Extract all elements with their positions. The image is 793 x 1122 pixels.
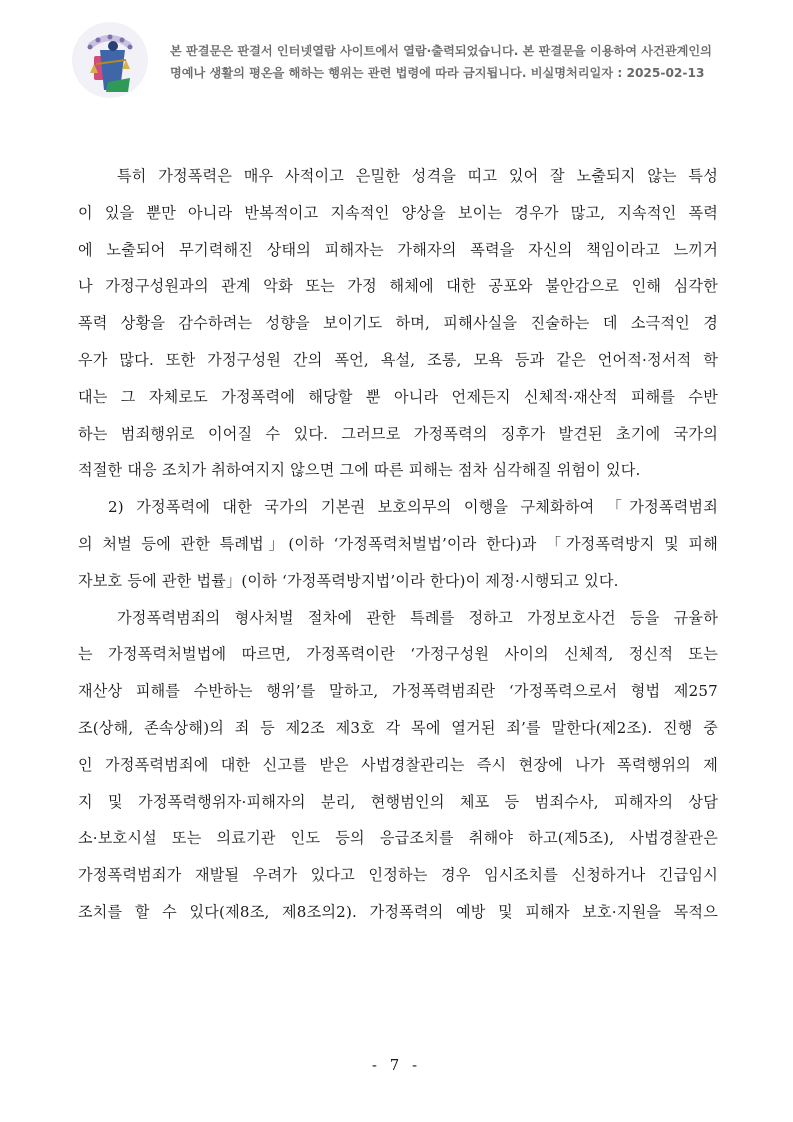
paragraph <box>78 600 718 931</box>
notice-line: 본 판결문은 판결서 인터넷열람 사이트에서 열람·출력되었습니다. 본 판결문을 이용하여 사건관계인의 <box>170 44 712 58</box>
notice-line: 명예나 생활의 평온을 해하는 행위는 관련 법령에 따라 금지됩니다. 비실명처리일자 : 2025-02-13 <box>170 66 705 80</box>
paragraph <box>78 158 718 489</box>
page-number: - 7 - <box>371 1056 422 1074</box>
text-line: 하는 범죄행위로 이어질 수 있다. 그러므로 가정폭력의 징후가 발견된 초기에 국가의 <box>78 424 718 443</box>
text-line: 조(상해, 존속상해)의 죄 등 제2조 제3호 각 목에 열거된 죄’를 말한다(제2조). 진행 중 <box>78 718 718 737</box>
court-logo <box>70 20 150 100</box>
text-line: 대는 그 자체로도 가정폭력에 해당할 뿐 아니라 언제든지 신체적·재산적 피해를 수반 <box>78 387 718 406</box>
text-line: 의 처벌 등에 관한 특례법」(이하 ‘가정폭력처벌법’이라 한다)과 「가정폭력방지 및 피해 <box>78 534 718 553</box>
text-line: 지 및 가정폭력행위자·피해자의 분리, 현행범인의 체포 등 범죄수사, 피해자의 상담 <box>78 792 718 811</box>
page-header <box>70 20 770 100</box>
text-line: 가정폭력범죄가 재발될 우려가 있다고 인정하는 경우 임시조치를 신청하거나 긴급임시 <box>78 866 718 885</box>
text-line: 폭력 상황을 감수하려는 성향을 보이기도 하며, 피해사실을 진술하는 데 소극적인 경 <box>78 314 718 333</box>
text-line: 조치를 할 수 있다(제8조, 제8조의2). 가정폭력의 예방 및 피해자 보호·지원을 목적으 <box>78 902 718 921</box>
text-line: 특히 가정폭력은 매우 사적이고 은밀한 성격을 띠고 있어 잘 노출되지 않는 특성 <box>117 167 718 185</box>
text-line: 에 노출되어 무기력해진 상태의 피해자는 가해자의 폭력을 자신의 책임이라고 느끼거 <box>78 240 718 259</box>
text-line: 인 가정폭력범죄에 대한 신고를 받은 사법경찰관리는 즉시 현장에 나가 폭력행위의 제 <box>78 755 718 774</box>
text-line: 재산상 피해를 수반하는 행위’를 말하고, 가정폭력범죄란 ‘가정폭력으로서 형법 제257 <box>78 682 718 701</box>
text-line: 이 있을 뿐만 아니라 반복적이고 지속적인 양상을 보이는 경우가 많고, 지속적인 폭력 <box>78 203 718 222</box>
text-line: 자보호 등에 관한 법률」(이하 ‘가정폭력방지법’이라 한다)이 제정·시행되고 있다. <box>78 571 619 590</box>
text-line: 소·보호시설 또는 의료기관 인도 등의 응급조치를 취해야 하고(제5조), 사법경찰관은 <box>78 829 718 848</box>
text-line: 는 가정폭력처벌법에 따르면, 가정폭력이란 ‘가정구성원 사이의 신체적, 정신적 또는 <box>78 645 718 664</box>
text-line: 가정폭력범죄의 형사처벌 절차에 관한 특례를 정하고 가정보호사건 등을 규율하 <box>117 608 718 627</box>
paragraph <box>78 489 718 599</box>
document-body <box>78 158 718 931</box>
court-emblem-icon <box>70 20 150 100</box>
viewing-notice <box>170 40 790 84</box>
text-line: 우가 많다. 또한 가정구성원 간의 폭언, 욕설, 조롱, 모욕 등과 같은 언어적·정서적 학 <box>78 350 718 369</box>
text-line: 2) 가정폭력에 대한 국가의 기본권 보호의무의 이행을 구체화하여 「가정폭력범죄 <box>108 498 718 517</box>
text-line: 나 가정구성원과의 관계 악화 또는 가정 해체에 대한 공포와 불안감으로 인해 심각한 <box>78 277 718 296</box>
text-line: 적절한 대응 조치가 취하여지지 않으면 그에 따른 피해는 점차 심각해질 위험이 있다. <box>78 461 641 480</box>
